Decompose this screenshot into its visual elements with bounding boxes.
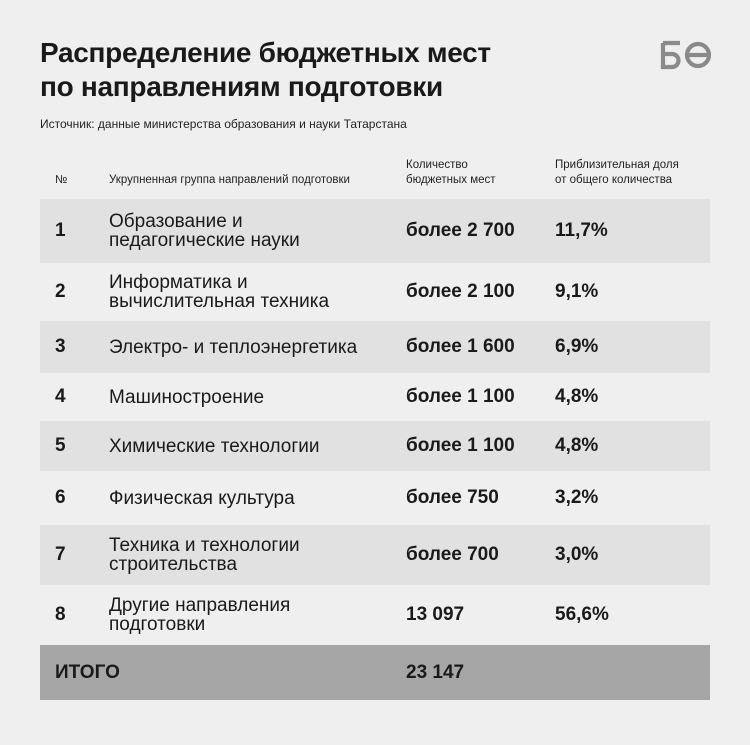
row-number: 1 <box>55 220 66 241</box>
row-count: более 1 100 <box>406 386 515 407</box>
row-share: 9,1% <box>555 281 599 302</box>
table-row <box>40 421 710 471</box>
row-count: 13 097 <box>406 604 465 625</box>
row-group-name: Химические технологии <box>109 435 320 457</box>
header-count <box>406 158 496 188</box>
row-count: более 750 <box>406 487 499 508</box>
total-row <box>40 645 710 700</box>
total-label: ИТОГО <box>55 661 120 683</box>
row-count: более 1 600 <box>406 336 515 357</box>
row-group-name: Машиностроение <box>109 386 265 408</box>
budget-places-table <box>40 199 710 700</box>
table-row <box>40 199 710 263</box>
source-note: Источник: данные министерства образования и науки Татарстана <box>40 117 407 131</box>
table-row <box>40 263 710 321</box>
table-row <box>40 373 710 421</box>
row-share: 4,8% <box>555 435 599 456</box>
table-row <box>40 585 710 645</box>
row-group-name: Другие направления подготовки <box>109 595 291 635</box>
header-count-line-2: бюджетных мест <box>406 174 496 186</box>
row-group-name: Физическая культура <box>109 487 295 509</box>
header-share <box>555 158 679 188</box>
row-number: 2 <box>55 281 66 302</box>
table-row <box>40 471 710 525</box>
row-number: 8 <box>55 604 66 625</box>
row-share: 3,2% <box>555 487 599 508</box>
header-share-line-2: от общего количества <box>555 174 673 186</box>
row-group-name: Электро- и теплоэнергетика <box>109 336 358 358</box>
header-share-line-1: Приблизительная доля <box>555 159 679 171</box>
row-number: 7 <box>55 544 66 565</box>
row-share: 4,8% <box>555 386 599 407</box>
row-number: 6 <box>55 487 66 508</box>
title-line-2: по направлениям подготовки <box>40 71 443 102</box>
row-share: 3,0% <box>555 544 599 565</box>
header-group: Укрупненная группа направлений подготовки <box>109 174 350 186</box>
row-group-name: Информатика и вычислительная техника <box>109 272 330 312</box>
row-share: 56,6% <box>555 604 609 625</box>
table-row <box>40 321 710 373</box>
row-group-name: Техника и технологии строительства <box>109 535 300 575</box>
row-count: более 2 700 <box>406 220 515 241</box>
title-line-1: Распределение бюджетных мест <box>40 37 491 68</box>
header-num: № <box>55 174 68 186</box>
table-row <box>40 525 710 585</box>
row-number: 3 <box>55 336 66 357</box>
row-share: 6,9% <box>555 336 599 357</box>
row-number: 4 <box>55 386 66 407</box>
row-group-name: Образование и педагогические науки <box>109 211 300 251</box>
row-count: более 2 100 <box>406 281 515 302</box>
row-count: более 700 <box>406 544 499 565</box>
row-count: более 1 100 <box>406 435 515 456</box>
row-share: 11,7% <box>555 220 608 241</box>
header-count-line-1: Количество <box>406 159 468 171</box>
page-title <box>40 36 491 104</box>
row-number: 5 <box>55 435 66 456</box>
bo-logo <box>660 40 712 70</box>
total-count: 23 147 <box>406 661 465 683</box>
